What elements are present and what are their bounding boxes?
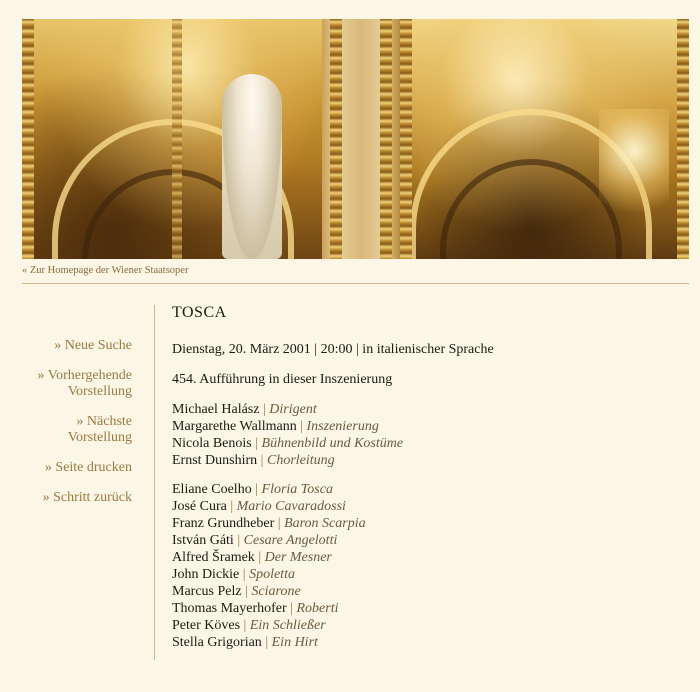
person-role: Spoletta bbox=[249, 567, 295, 582]
list-item bbox=[172, 515, 682, 532]
list-item bbox=[172, 498, 682, 515]
person-role: Mario Cavaradossi bbox=[236, 499, 346, 514]
list-item bbox=[172, 634, 682, 651]
content-divider bbox=[154, 305, 155, 660]
separator: | bbox=[255, 482, 259, 497]
separator: | bbox=[260, 453, 264, 468]
person-role: Ein Hirt bbox=[271, 635, 318, 650]
person-name: István Gáti bbox=[172, 533, 234, 548]
header-divider bbox=[22, 283, 689, 284]
separator: | bbox=[245, 584, 248, 599]
header-banner-image bbox=[22, 19, 689, 259]
person-name: John Dickie bbox=[172, 567, 240, 582]
statue-figure bbox=[222, 74, 282, 259]
performance-count: 454. Aufführung in dieser Inszenierung bbox=[172, 372, 393, 387]
nav-schritt-zurueck[interactable]: » Schritt zurück bbox=[42, 490, 132, 505]
separator: | bbox=[237, 533, 241, 548]
person-name: Ernst Dunshirn bbox=[172, 453, 258, 468]
person-role: Cesare Angelotti bbox=[243, 533, 338, 548]
separator: | bbox=[300, 419, 304, 434]
homepage-link[interactable]: « Zur Homepage der Wiener Staatsoper bbox=[22, 265, 189, 276]
separator: | bbox=[242, 567, 246, 582]
list-item bbox=[172, 418, 682, 435]
person-role: Baron Scarpia bbox=[284, 516, 366, 531]
list-item bbox=[172, 583, 682, 600]
banner-panel-ceiling bbox=[400, 19, 689, 259]
page-title: TOSCA bbox=[172, 304, 227, 321]
performance-details bbox=[172, 304, 682, 663]
list-item bbox=[172, 549, 682, 566]
person-name: Eliane Coelho bbox=[172, 482, 252, 497]
date-line: Dienstag, 20. März 2001 | 20:00 | in italienischer Sprache bbox=[172, 342, 494, 357]
list-item bbox=[172, 435, 682, 452]
sidebar-nav bbox=[22, 338, 132, 520]
person-role: Inszenierung bbox=[306, 419, 379, 434]
person-name: Stella Grigorian bbox=[172, 635, 262, 650]
list-item bbox=[172, 566, 682, 583]
list-item bbox=[172, 532, 682, 549]
nav-seite-drucken[interactable]: » Seite drucken bbox=[44, 460, 132, 475]
production-team-list bbox=[172, 401, 682, 469]
person-role: Floria Tosca bbox=[261, 482, 333, 497]
separator: | bbox=[262, 402, 266, 417]
person-name: Alfred Šramek bbox=[172, 550, 255, 565]
person-name: Michael Halász bbox=[172, 402, 260, 417]
list-item bbox=[172, 481, 682, 498]
nav-neue-suche[interactable]: » Neue Suche bbox=[54, 338, 132, 353]
separator: | bbox=[277, 516, 281, 531]
person-name: Peter Köves bbox=[172, 618, 241, 633]
person-role: Sciarone bbox=[251, 584, 301, 599]
list-item bbox=[172, 452, 682, 469]
separator: | bbox=[255, 436, 259, 451]
banner-panel-statue bbox=[22, 19, 322, 259]
cast-list bbox=[172, 481, 682, 651]
person-name: Nicola Benois bbox=[172, 436, 252, 451]
person-name: José Cura bbox=[172, 499, 227, 514]
person-name: Thomas Mayerhofer bbox=[172, 601, 287, 616]
person-name: Margarethe Wallmann bbox=[172, 419, 297, 434]
person-role: Ein Schließer bbox=[249, 618, 326, 633]
person-role: Bühnenbild und Kostüme bbox=[261, 436, 404, 451]
separator: | bbox=[243, 618, 247, 633]
list-item bbox=[172, 600, 682, 617]
separator: | bbox=[290, 601, 293, 616]
list-item bbox=[172, 401, 682, 418]
chandelier bbox=[599, 109, 669, 249]
person-role: Chorleitung bbox=[266, 453, 335, 468]
person-role: Roberti bbox=[296, 601, 339, 616]
separator: | bbox=[265, 635, 269, 650]
person-role: Dirigent bbox=[269, 402, 317, 417]
person-name: Franz Grundheber bbox=[172, 516, 275, 531]
list-item bbox=[172, 617, 682, 634]
banner-panel-column bbox=[322, 19, 400, 259]
person-name: Marcus Pelz bbox=[172, 584, 242, 599]
separator: | bbox=[258, 550, 262, 565]
separator: | bbox=[230, 499, 234, 514]
nav-naechste-vorstellung[interactable]: » Nächste Vorstellung bbox=[67, 414, 132, 445]
nav-vorhergehende-vorstellung[interactable]: » Vorhergehende Vorstellung bbox=[37, 368, 132, 399]
person-role: Der Mesner bbox=[264, 550, 332, 565]
